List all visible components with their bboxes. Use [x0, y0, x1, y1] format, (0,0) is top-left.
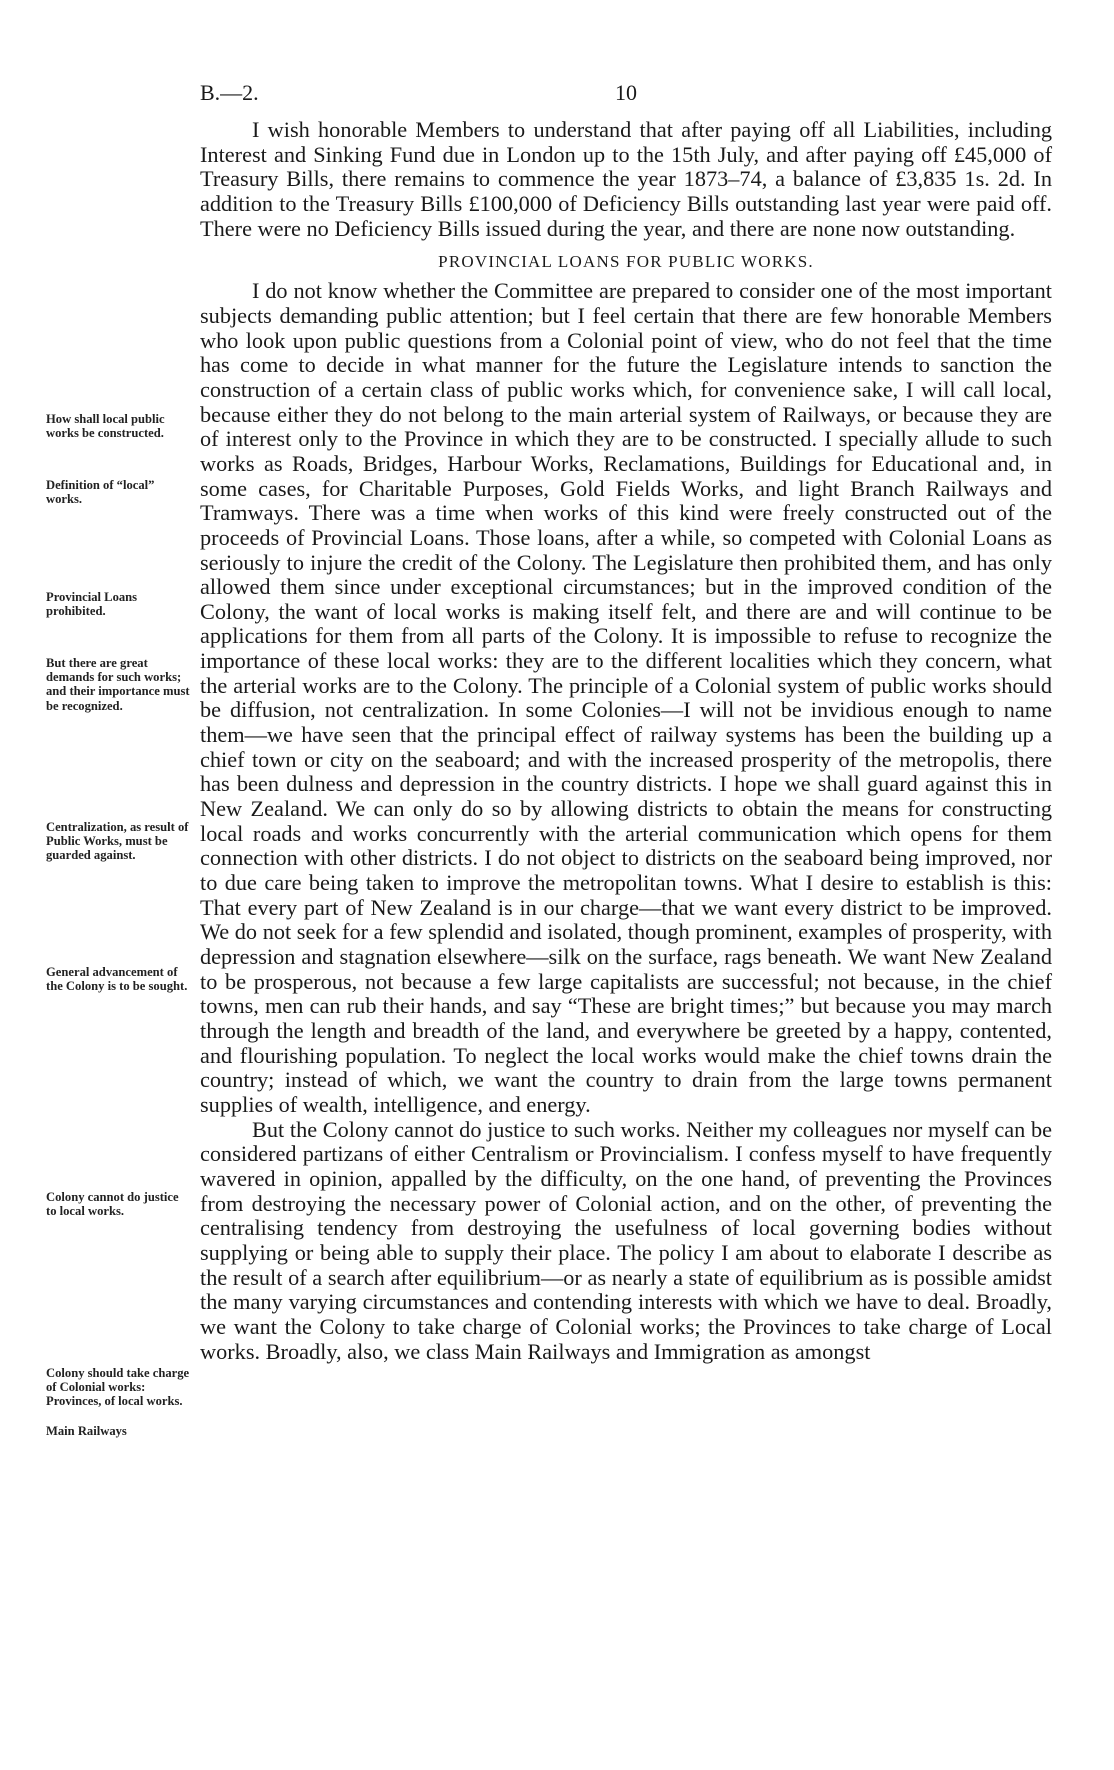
- body-text: [200, 118, 1052, 1364]
- margin-note-loans-prohibited: Provincial Loans prohibited.: [46, 590, 138, 619]
- margin-note-centralization: Centralization, as result of Public Works, must be guarded against.: [46, 820, 189, 863]
- page-header: [200, 80, 1052, 110]
- margin-note-main-railways: Main Railways: [46, 1424, 127, 1438]
- margin-note-colony-cannot: Colony cannot do justice to local works.: [46, 1190, 179, 1219]
- paragraph-colony-justice: But the Colony cannot do justice to such works. Neither my colleagues nor myself can be considered partizans of either Centralism or Provincialism. I confess myself to have frequently wavered in opinion, appalled by the difficulty, on the one hand, of preventing the Provinces from destroying the necessary power of Colonial action, and on the other, of preventing the centralising tendency from destroying the usefulness of local governing bodies without supplying or being able to supply their place. The policy I am about to elaborate I describe as the result of a search after equilibrium—or as nearly a state of equilibrium as is possible amidst the many varying circumstances and contending interests with which we have to deal. Broadly, we want the Colony to take charge of Colonial works; the Provinces to take charge of Local works. Broadly, also, we class Main Railways and Immigration as amongst: [200, 1116, 1052, 1364]
- margin-note-great-demands: But there are great demands for such works; and their importance must be recognized.: [46, 656, 190, 713]
- page-number: 10: [615, 80, 637, 105]
- section-heading: PROVINCIAL LOANS FOR PUBLIC WORKS.: [438, 252, 814, 272]
- paragraph-liabilities: I wish honorable Members to understand that after paying off all Liabilities, including Interest and Sinking Fund due in London up to the 15th July, and after paying off £45,000 of Treasury Bills, there remains to commence the year 1873–74, a balance of £3,835 1s. 2d. In addition to the Treasury Bills £100,000 of Deficiency Bills outstanding last year were paid off. There were no Deficiency Bills issued during the year, and there are none now outstanding.: [200, 117, 1052, 241]
- margin-note-local-works: How shall local public works be constructed.: [46, 412, 165, 441]
- document-reference: B.—2.: [200, 80, 259, 105]
- margin-note-general-advancement: General advancement of the Colony is to be sought.: [46, 965, 188, 994]
- paragraph-provincial-loans: I do not know whether the Committee are prepared to consider one of the most important subjects demanding public attention; but I feel certain that there are few honorable Members who look upon public questions from a Colonial point of view, who do not feel that the time has come to decide in what manner for the future the Legislature intends to sanction the construction of a certain class of public works which, for convenience sake, I will call local, because either they do not belong to the main arterial system of Railways, or because they are of interest only to the Province in which they are to be constructed. I specially allude to such works as Roads, Bridges, Harbour Works, Reclamations, Buildings for Educational and, in some cases, for Charitable Purposes, Gold Fields Works, and light Branch Railways and Tramways. There was a time when works of this kind were freely constructed out of the proceeds of Provincial Loans. Those loans, after a while, so competed with Colonial Loans as seriously to injure the credit of the Colony. The Legislature then prohibited them, and has only allowed them since under exceptional circumstances; but in the improved condition of the Colony, the want of local works is making itself felt, and there are and will continue to be applications for them from all parts of the Colony. It is impossible to refuse to recognize the importance of these local works: they are to the different localities which they concern, what the arterial works are to the Colony. The principle of a Colonial system of public works should be diffusion, not centralization. In some Colonies—I will not be invidious enough to name them—we have seen that the principal effect of railway systems has been the building up a chief town or city on the seaboard; and with the increased prosperity of the metropolis, there has been dulness and depression in the country districts. I hope we shall guard against this in New Zealand. We can only do so by allowing districts to obtain the means for constructing local roads and works concurrently with the arterial communication which opens for them connection with other districts. I do not object to districts on the seaboard being improved, nor to due care being taken to improve the metropolitan towns. What I desire to establish is this: That every part of New Zealand is in our charge—that we want every district to be improved. We do not seek for a few splendid and isolated, though prominent, examples of prosperity, with depression and stagnation elsewhere—silk on the surface, rags beneath. We want New Zealand to be prosperous, not because a few large capitalists are successful; not because, in the chief towns, men can rub their hands, and say “These are bright times;” but because you may march through the length and breadth of the land, and everywhere be greeted by a happy, contented, and flourishing population. To neglect the local works would make the chief towns drain the country; instead of which, we want the country to drain from the large towns permanent supplies of wealth, intelligence, and energy.: [200, 278, 1052, 1117]
- margin-note-definition: Definition of “local” works.: [46, 478, 155, 507]
- margin-note-colony-should: Colony should take charge of Colonial works: Provinces, of local works.: [46, 1366, 190, 1409]
